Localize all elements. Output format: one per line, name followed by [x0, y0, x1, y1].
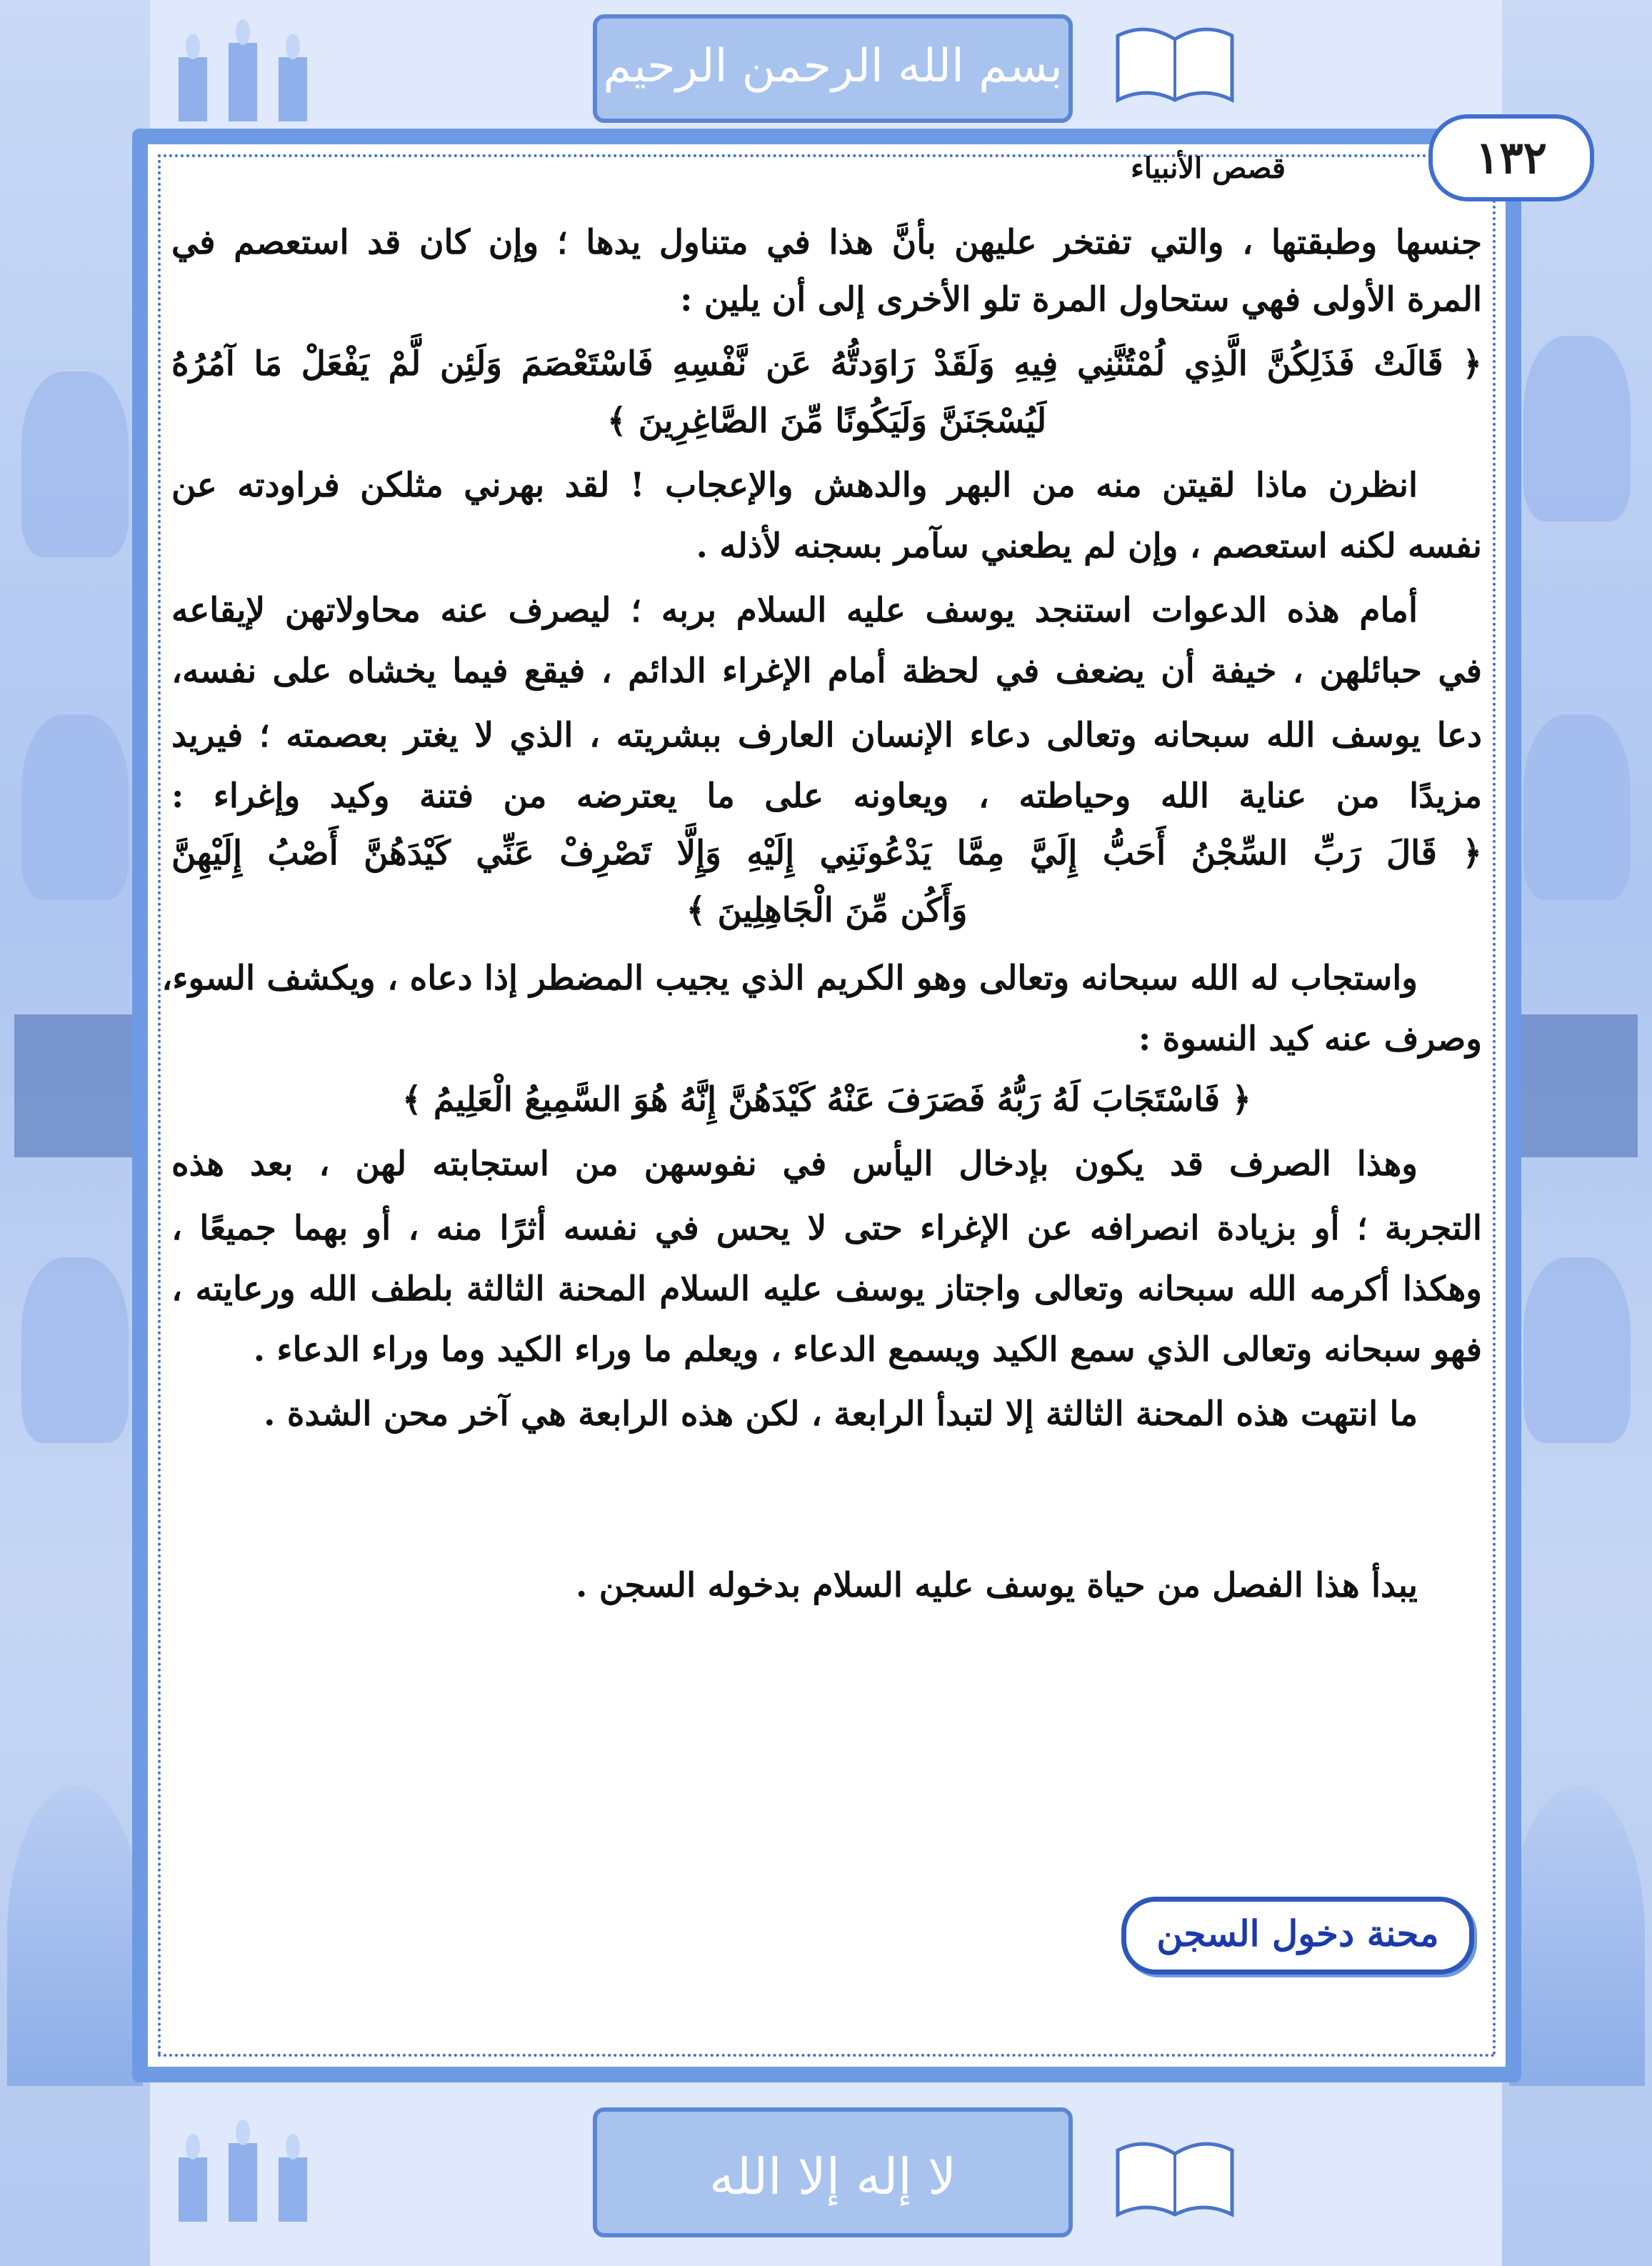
quran-verse-line: ﴿ قَالَ رَبِّ السِّجْنُ أَحَبُّ إِلَيَّ مِمَّا يَدْعُونَنِي إِلَيْهِ وَإِلَّا تَصْرِفْ عَنِّي كَيْدَهُنَّ أَصْبُ إِلَيْهِنَّ	[171, 834, 1482, 873]
quran-verse-line: ﴿ قَالَتْ فَذَلِكُنَّ الَّذِي لُمْتُنَّنِي فِيهِ وَلَقَدْ رَاوَدتُّهُ عَن نَّفْسِهِ فَاسْتَعْصَمَ وَلَئِن لَّمْ يَفْعَلْ مَا آمُرُهُ	[171, 344, 1482, 384]
quran-verse-line: لَيُسْجَنَنَّ وَلَيَكُونًا مِّنَ الصَّاغِرِينَ ﴾	[606, 401, 1047, 441]
kaaba-image	[1516, 1014, 1638, 1157]
text-line: أمام هذه الدعوات استنجد يوسف عليه السلام بربه ؛ ليصرف عنه محاولاتهن لإيقاعه	[171, 591, 1418, 630]
calligraphy-ornament	[21, 1257, 129, 1443]
text-line: واستجاب له الله سبحانه وتعالى وهو الكريم الذي يجيب المضطر إذا دعاه ، ويكشف السوء،	[161, 959, 1418, 998]
section-heading: محنة دخول السجن	[1121, 1897, 1474, 1975]
text-line: وصرف عنه كيد النسوة :	[1138, 1019, 1482, 1059]
text-line: التجربة ؛ أو بزيادة انصرافه عن الإغراء حتى لا يحس في نفسه أثرًا منه ، أو بهما جميعًا ،	[171, 1209, 1482, 1248]
footer-banner	[593, 2107, 1073, 2237]
right-decorative-panel	[1502, 0, 1652, 2266]
text-line: فهو سبحانه وتعالى الذي سمع الكيد ويسمع الدعاء ، ويعلم ما وراء الكيد وما وراء الدعاء .	[253, 1330, 1482, 1369]
left-decorative-panel	[0, 0, 150, 2266]
calligraphy-ornament	[1523, 1257, 1631, 1443]
quran-verse-line: وَأَكُن مِّنَ الْجَاهِلِينَ ﴾	[686, 891, 968, 930]
text-line: وهذا الصرف قد يكون بإدخال اليأس في نفوسهن من استجابته لهن ، بعد هذه	[171, 1144, 1418, 1184]
text-line: جنسها وطبقتها ، والتي تفتخر عليهن بأنَّ هذا في متناول يدها ؛ وإن كان قد استعصم في	[171, 223, 1482, 262]
mosque-dome-image	[7, 1786, 143, 2086]
calligraphy-ornament	[21, 714, 129, 900]
footer-calligraphy: لا إله إلا الله	[709, 2147, 956, 2206]
mosque-dome-image	[1509, 1786, 1645, 2086]
open-book-icon	[1114, 2136, 1236, 2222]
calligraphy-medallion	[1523, 336, 1631, 521]
candles-icon	[164, 2115, 321, 2222]
basmala-text: بسم الله الرحمن الرحيم	[603, 40, 1063, 93]
text-line: مزيدًا من عناية الله وحياطته ، ويعاونه على ما يعترضه من فتنة وكيد وإغراء :	[171, 777, 1482, 816]
text-line: نفسه لكنه استعصم ، وإن لم يطعني سآمر بسجنه لأذله .	[696, 526, 1482, 566]
text-line: وهكذا أكرمه الله سبحانه وتعالى واجتاز يوسف عليه السلام المحنة الثالثة بلطف الله ورعايته ،	[171, 1269, 1482, 1309]
text-line: انظرن ماذا لقيتن منه من البهر والدهش والإعجاب ! لقد بهرني مثلكن فراودته عن	[171, 466, 1418, 505]
text-line: ما انتهت هذه المحنة الثالثة إلا لتبدأ الرابعة ، لكن هذه الرابعة هي آخر محن الشدة .	[264, 1394, 1418, 1434]
text-line: دعا يوسف الله سبحانه وتعالى دعاء الإنسان العارف ببشريته ، الذي لا يغتر بعصمته ؛ فيريد	[171, 716, 1482, 755]
text-line: المرة الأولى فهي ستحاول المرة تلو الأخرى إلى أن يلين :	[680, 280, 1482, 319]
open-book-icon	[1114, 21, 1236, 107]
kaaba-image	[14, 1014, 136, 1157]
candles-icon	[164, 14, 321, 121]
text-line: يبدأ هذا الفصل من حياة يوسف عليه السلام بدخوله السجن .	[576, 1566, 1418, 1605]
calligraphy-ornament	[1523, 714, 1631, 900]
book-title: قصص الأنبياء	[1131, 151, 1286, 185]
text-line: في حبائلهن ، خيفة أن يضعف في لحظة أمام الإغراء الدائم ، فيقع فيما يخشاه على نفسه،	[171, 652, 1482, 691]
page-number: ١٣٢	[1428, 114, 1594, 201]
calligraphy-medallion	[21, 371, 129, 557]
basmala-banner	[593, 14, 1073, 123]
quran-verse-line: ﴿ فَاسْتَجَابَ لَهُ رَبُّهُ فَصَرَفَ عَنْهُ كَيْدَهُنَّ إِنَّهُ هُوَ السَّمِيعُ الْعَلِيمُ ﴾	[401, 1080, 1252, 1119]
